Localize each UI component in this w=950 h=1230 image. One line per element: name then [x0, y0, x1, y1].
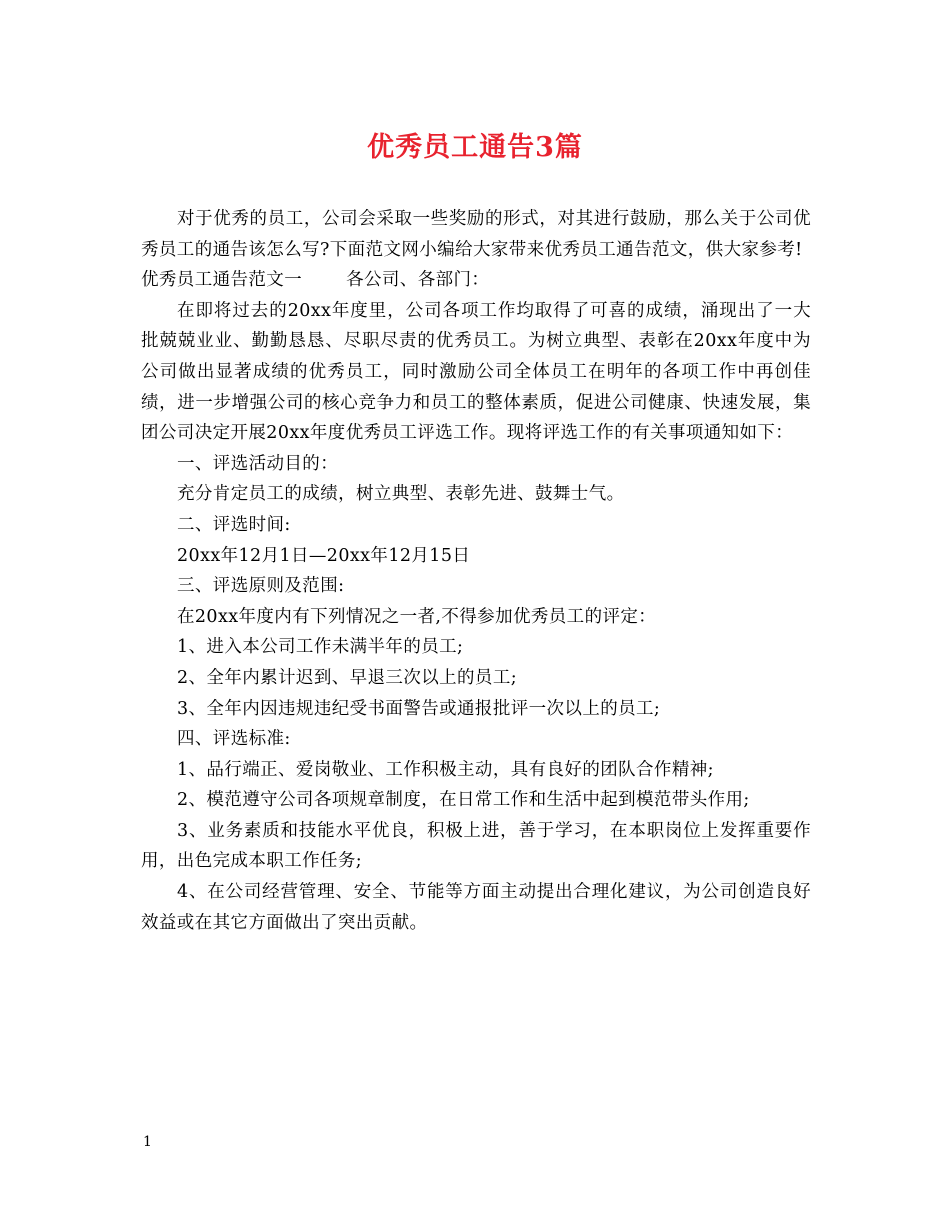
section1-title: 一、评选活动目的： — [177, 453, 339, 474]
document-body — [141, 204, 811, 938]
section4-item: 1、品行端正、爱岗敬业、工作积极主动，具有良好的团队合作精神; — [177, 759, 714, 780]
section2-title: 二、评选时间: — [177, 514, 291, 535]
section3-item: 1、进入本公司工作未满半年的员工; — [177, 637, 464, 658]
section3-intro: 在20xx年度内有下列情况之一者,不得参加优秀员工的评定： — [177, 606, 657, 627]
body-paragraph: 在即将过去的20xx年度里，公司各项工作均取得了可喜的成绩，涌现出了一大批兢兢业业、勤勤恳恳、尽职尽责的优秀员工。为树立典型、表彰在20xx年度中为公司做出显著成绩的优秀员工，同时激励公司全体员工在明年的各项工作中再创佳绩，进一步增强公司的核心竞争力和员工的整体素质，促进公司健康、快速发展，集团公司决定开展20xx年度优秀员工评选工作。现将评选工作的有关事项通知如下： — [141, 300, 811, 444]
section3-item: 3、全年内因违规违纪受书面警告或通报批评一次以上的员工; — [177, 698, 661, 719]
sample-heading-line — [141, 265, 811, 296]
section4-item: 4、在公司经营管理、安全、节能等方面主动提出合理化建议，为公司创造良好效益或在其它方面做出了突出贡献。 — [141, 882, 811, 933]
section1-text: 充分肯定员工的成绩，树立典型、表彰先进、鼓舞士气。 — [177, 484, 625, 505]
section4-item: 3、业务素质和技能水平优良，积极上进，善于学习，在本职岗位上发挥重要作用，出色完成本职工作任务; — [141, 820, 811, 872]
document-title: 优秀员工通告3篇 — [367, 132, 583, 163]
section4-title: 四、评选标准: — [177, 729, 291, 750]
addressee: 各公司、各部门： — [346, 270, 490, 291]
sample-heading: 优秀员工通告范文一 — [141, 270, 303, 291]
section2-text: 20xx年12月1日—20xx年12月15日 — [177, 545, 471, 566]
page-number: 1 — [143, 1134, 152, 1150]
section3-title: 三、评选原则及范围: — [177, 576, 345, 597]
intro-paragraph: 对于优秀的员工，公司会采取一些奖励的形式，对其进行鼓励，那么关于公司优秀员工的通告该怎么写?下面范文网小编给大家带来优秀员工通告范文，供大家参考! — [141, 209, 811, 260]
section4-item: 2、模范遵守公司各项规章制度，在日常工作和生活中起到模范带头作用; — [177, 790, 750, 811]
section3-item: 2、全年内累计迟到、早退三次以上的员工; — [177, 667, 518, 688]
